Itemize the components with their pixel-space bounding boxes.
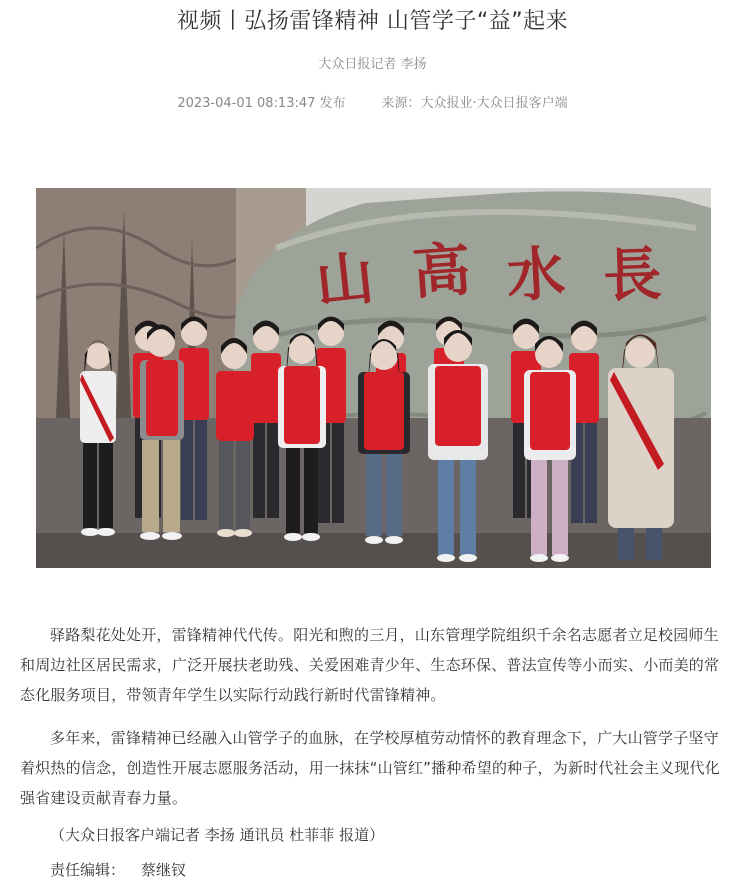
publish-time: 2023-04-01 08:13:47 发布: [177, 96, 346, 111]
svg-text:長: 長: [602, 240, 663, 310]
reporter-credit: （大众日报客户端记者 李扬 通讯员 杜菲菲 报道）: [50, 826, 385, 844]
editor-label: 责任编辑：: [50, 861, 126, 879]
editor-name: 蔡继钗: [141, 861, 187, 879]
article-photo[interactable]: [36, 188, 711, 568]
article-meta: [0, 94, 745, 114]
responsible-editor: [50, 857, 186, 883]
svg-text:高: 高: [410, 235, 473, 307]
svg-text:山: 山: [312, 243, 378, 317]
article-source: 来源：大众报业·大众日报客户端: [381, 96, 568, 111]
volunteers-photo: [36, 188, 711, 568]
body-paragraph-1: 驿路梨花处处开，雷锋精神代代传。阳光和煦的三月，山东管理学院组织千余名志愿者立足校园师生和周边社区居民需求，广泛开展扶老助残、关爱困难青少年、生态环保、普法宣传等小而实、小而美的常态化服务项目，带领青年学生以实际行动践行新时代雷锋精神。: [20, 626, 720, 704]
svg-text:水: 水: [505, 239, 567, 310]
body-paragraph-2: 多年来，雷锋精神已经融入山管学子的血脉，在学校厚植劳动情怀的教育理念下，广大山管学子坚守着炽热的信念，创造性开展志愿服务活动，用一抹抹“山管红”播种希望的种子，为新时代社会主义现代化强省建设贡献青春力量。: [20, 729, 720, 807]
article-author: 大众日报记者 李扬: [318, 57, 427, 72]
article-title: 视频丨弘扬雷锋精神 山管学子“益”起来: [176, 9, 569, 34]
